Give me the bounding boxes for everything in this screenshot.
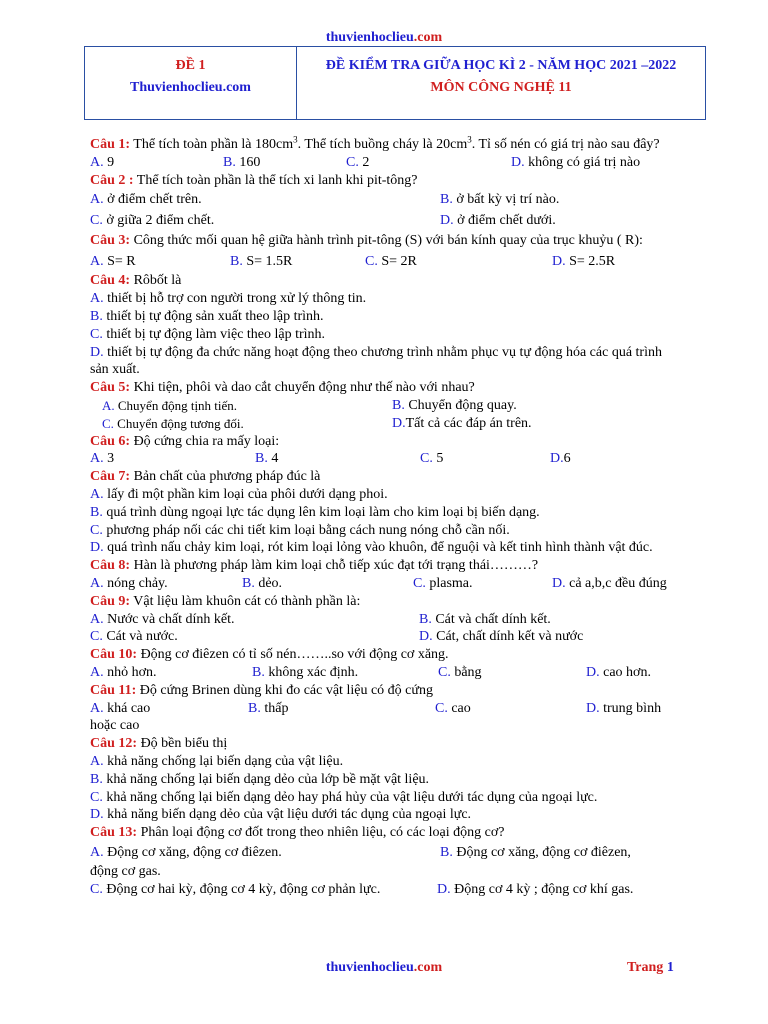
- page-number: [627, 960, 674, 976]
- option-letter: A.: [90, 575, 104, 591]
- option-text: trung bình: [603, 700, 662, 716]
- option-text: Cát và nước.: [106, 629, 178, 645]
- option-letter: A.: [90, 154, 104, 170]
- question-list: [90, 136, 680, 898]
- option-text: Nước và chất dính kết.: [107, 611, 235, 627]
- site-tld: .com: [413, 960, 443, 975]
- exam-code-cell: [85, 47, 297, 119]
- option-c[interactable]: [365, 251, 417, 272]
- option-text: Động cơ xăng, động cơ điêzen.: [107, 844, 282, 860]
- options-row: [90, 611, 680, 629]
- option-c[interactable]: [420, 450, 443, 468]
- option-text: Chuyển động tịnh tiến.: [117, 397, 238, 413]
- options-row: [90, 575, 680, 593]
- question-text: Độ bền biểu thị: [137, 736, 228, 752]
- option-d[interactable]: [586, 700, 661, 718]
- option-text: Chuyển động tương đối.: [117, 415, 244, 431]
- options-row: [90, 700, 680, 718]
- question-3: [90, 231, 680, 251]
- option-letter: D.: [419, 629, 433, 645]
- option-a[interactable]: [90, 290, 680, 308]
- option-letter: C.: [90, 326, 103, 342]
- page-label: Trang: [627, 960, 664, 975]
- option-text: Động cơ 4 kỳ ; động cơ khí gas.: [454, 881, 634, 897]
- question-number: Câu 9:: [90, 593, 131, 609]
- question-text: Thể tích toàn phần là 180cm: [130, 137, 294, 152]
- options-row: [90, 842, 680, 863]
- question-7: [90, 468, 680, 486]
- option-text: Động cơ xăng, động cơ điêzen,: [456, 844, 631, 860]
- option-b[interactable]: [392, 397, 517, 415]
- option-text: plasma.: [429, 575, 473, 591]
- option-d[interactable]: [419, 628, 583, 646]
- option-text: khả năng chống lại biến dạng dẻo hay phá hủy của vật liệu dưới tác dụng của ngoại lực.: [106, 789, 598, 805]
- option-a[interactable]: [90, 753, 680, 771]
- options-row: [90, 881, 680, 899]
- option-letter: D.: [552, 575, 566, 591]
- option-text: 2: [362, 154, 370, 170]
- option-c[interactable]: [90, 522, 680, 540]
- question-text: Bản chất của phương pháp đúc là: [130, 469, 321, 485]
- question-number: Câu 1:: [90, 137, 131, 152]
- option-text: quá trình dùng ngoại lực tác dụng lên kim loại làm cho kim loại bị biến dạng.: [106, 504, 540, 520]
- question-13: [90, 824, 680, 842]
- option-letter: C.: [438, 664, 451, 680]
- question-2: [90, 172, 680, 190]
- option-letter: C.: [413, 575, 426, 591]
- question-text: Phân loại động cơ đốt trong theo nhiên liệu, có các loại động cơ?: [137, 825, 505, 841]
- site-tld: .com: [413, 30, 443, 45]
- option-text: S= 2R: [381, 254, 417, 270]
- option-letter: D.: [437, 881, 451, 897]
- option-b[interactable]: [90, 308, 680, 326]
- option-letter: C.: [90, 522, 103, 538]
- option-b[interactable]: [440, 189, 559, 210]
- options-row: [90, 628, 680, 646]
- option-a[interactable]: [90, 486, 680, 504]
- option-a[interactable]: [90, 842, 282, 863]
- option-text: 4: [271, 451, 279, 467]
- superscript: 3: [467, 134, 472, 145]
- option-text: khả năng chống lại biến dạng dẻo của lớp bề mặt vật liệu.: [106, 771, 430, 787]
- option-letter: A.: [90, 451, 104, 467]
- exam-code: ĐỀ 1: [175, 58, 206, 73]
- option-d[interactable]: [511, 154, 640, 172]
- question-number: Câu 12:: [90, 736, 138, 752]
- exam-code-site: Thuvienhoclieu.com: [130, 80, 251, 95]
- superscript: 3: [293, 134, 298, 145]
- option-d[interactable]: [440, 210, 556, 231]
- option-d-continued: hoặc cao: [90, 718, 140, 734]
- question-number: Câu 10:: [90, 647, 138, 663]
- option-text: ở điểm chết dưới.: [457, 213, 556, 229]
- question-text: Khi tiện, phôi và dao cắt chuyển động như thế nào với nhau?: [130, 380, 475, 396]
- option-c[interactable]: [102, 415, 244, 433]
- option-letter: B.: [255, 451, 268, 467]
- option-text: thiết bị tự động làm việc theo lập trình.: [106, 326, 326, 342]
- option-letter: D.: [90, 344, 104, 360]
- option-letter: D.: [90, 807, 104, 823]
- option-d[interactable]: [392, 415, 532, 433]
- question-1: [90, 136, 680, 154]
- option-d[interactable]: [90, 344, 680, 380]
- option-letter: A.: [90, 700, 104, 716]
- option-text: Cát, chất dính kết và nước: [436, 629, 584, 645]
- option-text: S= 1.5R: [246, 254, 293, 270]
- option-letter: D.: [392, 415, 406, 431]
- option-text: 6: [563, 451, 571, 467]
- option-letter: B.: [223, 154, 236, 170]
- option-text: không có giá trị nào: [528, 154, 641, 170]
- option-letter: C.: [90, 213, 103, 229]
- option-text: 3: [107, 451, 115, 467]
- exam-header-table: [84, 46, 706, 120]
- option-letter: A.: [90, 664, 104, 680]
- option-c[interactable]: [438, 664, 482, 682]
- option-letter: B.: [392, 397, 405, 413]
- option-d[interactable]: [552, 251, 615, 272]
- option-text: thiết bị tự động đa chức năng hoạt động theo chương trình nhằm phục vụ tự động hóa các quá trình sản xuất.: [90, 344, 662, 378]
- option-b[interactable]: [230, 251, 292, 272]
- option-a[interactable]: [90, 575, 168, 593]
- option-b[interactable]: [223, 154, 260, 172]
- question-text: . Tỉ số nén có giá trị nào sau đây?: [471, 137, 660, 152]
- option-b[interactable]: [440, 842, 631, 863]
- option-a[interactable]: [90, 611, 234, 629]
- option-text: Động cơ hai kỳ, động cơ 4 kỳ, động cơ phản lực.: [106, 881, 381, 897]
- option-letter: A.: [90, 254, 104, 270]
- option-letter: C.: [90, 789, 103, 805]
- question-number: Câu 11:: [90, 682, 137, 698]
- question-text: Vật liệu làm khuôn cát có thành phần là:: [130, 593, 361, 609]
- option-b[interactable]: [242, 575, 282, 593]
- option-letter: D.: [440, 213, 454, 229]
- question-number: Câu 8:: [90, 558, 131, 574]
- option-c[interactable]: [413, 575, 473, 593]
- question-9: [90, 593, 680, 611]
- option-text: thiết bị tự động sản xuất theo lập trình.: [106, 308, 324, 324]
- option-c[interactable]: [90, 210, 214, 231]
- exam-subject: MÔN CÔNG NGHỆ 11: [430, 80, 572, 95]
- option-a[interactable]: [90, 251, 136, 272]
- option-b-continued: động cơ gas.: [90, 863, 161, 879]
- option-text: ở giữa 2 điểm chết.: [106, 213, 215, 229]
- option-text: nhỏ hơn.: [107, 664, 157, 680]
- option-letter: A.: [90, 291, 104, 307]
- question-number: Câu 3:: [90, 233, 131, 249]
- option-letter: B.: [252, 664, 265, 680]
- option-letter: B.: [90, 308, 103, 324]
- option-text: cao hơn.: [603, 664, 651, 680]
- option-letter: A.: [90, 611, 104, 627]
- question-text: Rôbốt là: [130, 273, 182, 289]
- option-a[interactable]: [102, 397, 237, 415]
- option-text: khả năng chống lại biến dạng của vật liệu.: [107, 753, 344, 769]
- option-letter: C.: [346, 154, 359, 170]
- option-letter: C.: [420, 451, 433, 467]
- option-letter: C.: [90, 629, 103, 645]
- question-8: [90, 557, 680, 575]
- option-c[interactable]: [346, 154, 369, 172]
- question-text: . Thể tích buồng cháy là 20cm: [297, 137, 468, 152]
- option-d[interactable]: [552, 575, 667, 593]
- options-row: [90, 210, 680, 231]
- option-letter: B.: [440, 192, 453, 208]
- options-row: [90, 251, 680, 272]
- option-letter: D.: [586, 664, 600, 680]
- option-text: nóng chảy.: [107, 575, 168, 591]
- option-text: thiết bị hỗ trợ con người trong xử lý thông tin.: [107, 291, 367, 307]
- question-number: Câu 7:: [90, 469, 131, 485]
- option-b[interactable]: [252, 664, 358, 682]
- question-text: Công thức mối quan hệ giữa hành trình pit-tông (S) với bán kính quay của trục khuỷu ( R):: [130, 233, 643, 249]
- option-text: lấy đi một phần kim loại của phôi dưới dạng phoi.: [107, 486, 388, 502]
- page-number-value: 1: [666, 960, 674, 975]
- option-letter: D.: [511, 154, 525, 170]
- question-text: Động cơ điêzen có tỉ số nén……..so với động cơ xăng.: [137, 647, 449, 663]
- question-text: Độ cứng chia ra mấy loại:: [130, 433, 280, 449]
- option-text: cả a,b,c đều đúng: [569, 575, 667, 591]
- option-text: 9: [107, 154, 115, 170]
- option-b[interactable]: [90, 504, 680, 522]
- option-text: phương pháp nối các chi tiết kim loại bằng cách nung nóng chỗ cần nối.: [106, 522, 510, 538]
- options-row: [90, 154, 680, 172]
- option-text: Cát và chất dính kết.: [435, 611, 551, 627]
- option-d[interactable]: [586, 664, 651, 682]
- option-text: ở bất kỳ vị trí nào.: [456, 192, 560, 208]
- question-number: Câu 5:: [90, 380, 131, 396]
- question-10: [90, 646, 680, 664]
- option-a[interactable]: [90, 664, 157, 682]
- option-letter: B.: [90, 771, 103, 787]
- option-b[interactable]: [248, 700, 288, 718]
- option-text: Chuyển động quay.: [408, 397, 517, 413]
- question-text: Độ cứng Brinen dùng khi đo các vật liệu có độ cứng: [136, 682, 433, 698]
- option-letter: D.: [552, 254, 566, 270]
- option-c[interactable]: [435, 700, 471, 718]
- question-text: Thể tích toàn phần là thể tích xi lanh khi pit-tông?: [133, 172, 418, 188]
- option-a[interactable]: [90, 450, 114, 468]
- option-a[interactable]: [90, 154, 114, 172]
- option-letter: D.: [550, 451, 564, 467]
- question-5: [90, 379, 680, 397]
- option-letter: A.: [90, 844, 104, 860]
- option-d[interactable]: [437, 881, 633, 899]
- option-letter: A.: [90, 486, 104, 502]
- option-text: thấp: [264, 700, 289, 716]
- exam-title: ĐỀ KIỂM TRA GIỮA HỌC KÌ 2 - NĂM HỌC 2021 –2022: [325, 58, 677, 73]
- option-letter: B.: [242, 575, 255, 591]
- option-letter: B.: [419, 611, 432, 627]
- options-row: [90, 397, 680, 415]
- question-4: [90, 272, 680, 290]
- option-letter: D.: [586, 700, 600, 716]
- option-c[interactable]: [90, 628, 178, 646]
- option-letter: B.: [230, 254, 243, 270]
- option-text: khá cao: [107, 700, 151, 716]
- option-text: bằng: [454, 664, 482, 680]
- option-d[interactable]: [90, 806, 680, 824]
- option-text: ở điểm chết trên.: [107, 192, 202, 208]
- option-text: S= R: [107, 254, 136, 270]
- option-a[interactable]: [90, 700, 150, 718]
- option-letter: B.: [248, 700, 261, 716]
- option-c[interactable]: [90, 789, 680, 807]
- question-6: [90, 433, 680, 451]
- question-11: [90, 682, 680, 700]
- option-letter: D.: [90, 540, 104, 556]
- site-name: thuvienhoclieu: [325, 960, 414, 975]
- option-c[interactable]: [90, 326, 680, 344]
- exam-title-cell: [297, 47, 705, 119]
- option-letter: C.: [102, 415, 114, 431]
- option-letter: B.: [440, 844, 453, 860]
- option-letter: A.: [90, 753, 104, 769]
- question-number: Câu 2 :: [90, 172, 134, 188]
- options-row: [90, 415, 680, 433]
- site-name: thuvienhoclieu: [325, 30, 414, 45]
- option-b[interactable]: [419, 611, 551, 629]
- option-letter: C.: [365, 254, 378, 270]
- option-a[interactable]: [90, 189, 202, 210]
- option-b[interactable]: [255, 450, 278, 468]
- option-text: Tất cả các đáp án trên.: [405, 415, 532, 431]
- option-letter: A.: [90, 192, 104, 208]
- question-12: [90, 735, 680, 753]
- option-letter: B.: [90, 504, 103, 520]
- option-b[interactable]: [90, 771, 680, 789]
- question-number: Câu 13:: [90, 825, 138, 841]
- option-text: cao: [451, 700, 471, 716]
- option-text: không xác định.: [268, 664, 359, 680]
- option-text: quá trình nấu chảy kim loại, rót kim loại lỏng vào khuôn, để nguội và kết tinh hình thành vật đúc.: [107, 540, 653, 556]
- site-header-link[interactable]: [0, 30, 768, 46]
- option-text: khả năng biến dạng dẻo của vật liệu dưới tác dụng của ngoại lực.: [107, 807, 472, 823]
- options-row: [90, 450, 680, 468]
- options-row: [90, 664, 680, 682]
- option-letter: C.: [90, 881, 103, 897]
- question-text: Hàn là phương pháp làm kim loại chỗ tiếp xúc đạt tới trạng thái………?: [130, 558, 539, 574]
- question-number: Câu 4:: [90, 273, 131, 289]
- option-text: S= 2.5R: [569, 254, 616, 270]
- options-row: [90, 189, 680, 210]
- option-text: 5: [436, 451, 444, 467]
- option-d[interactable]: [550, 450, 571, 468]
- option-letter: A.: [102, 397, 115, 413]
- option-text: dẻo.: [258, 575, 283, 591]
- option-d[interactable]: [90, 539, 680, 557]
- option-c[interactable]: [90, 881, 380, 899]
- option-letter: C.: [435, 700, 448, 716]
- option-text: 160: [239, 154, 261, 170]
- question-number: Câu 6:: [90, 433, 131, 449]
